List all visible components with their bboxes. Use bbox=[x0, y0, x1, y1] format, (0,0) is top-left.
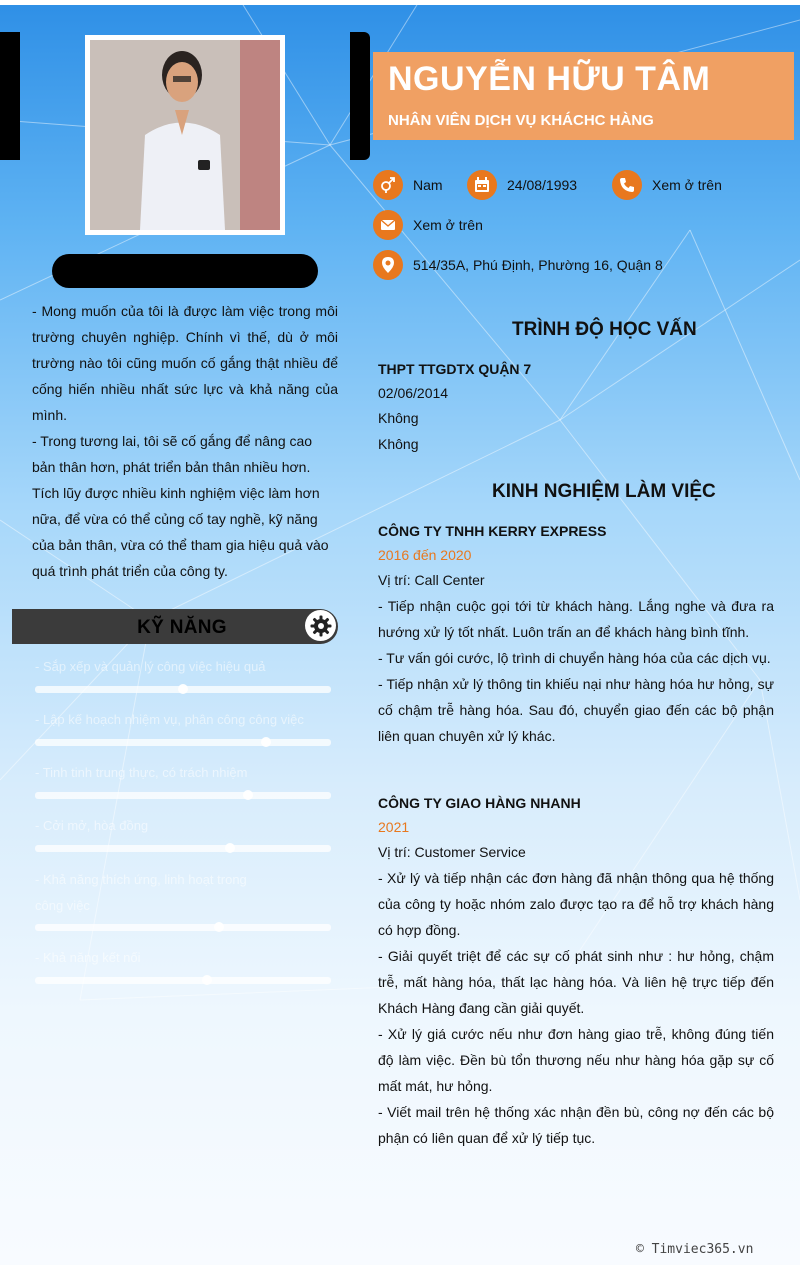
calendar-icon bbox=[467, 170, 497, 200]
job-period: 2016 đến 2020 bbox=[378, 547, 472, 563]
skill-label: - Khả năng kết nối bbox=[35, 950, 141, 965]
job-detail-item: - Xử lý giá cước nếu như đơn hàng giao trễ, không đúng tiến độ làm việc. Đền bù tổn thương nếu như hàng hóa gặp sự cố mất mát, hư hỏng. bbox=[378, 1026, 774, 1094]
job-details bbox=[378, 593, 774, 749]
education-school: THPT TTGDTX QUẬN 7 bbox=[378, 361, 532, 377]
education-title: TRÌNH ĐỘ HỌC VẤN bbox=[512, 319, 697, 340]
avatar-frame bbox=[85, 35, 285, 235]
skill-label: - Sắp xếp và quản lý công việc hiệu quả bbox=[35, 659, 266, 674]
skill-level-marker bbox=[214, 922, 224, 932]
job-detail-item: - Xử lý và tiếp nhận các đơn hàng đã nhận thông qua hệ thống của công ty hoặc nhóm zalo được tạo ra để hỗ trợ khách hàng có hợp đồng. bbox=[378, 870, 774, 938]
objective-paragraph: - Trong tương lai, tôi sẽ cố gắng để nâng cao bản thân hơn, phát triển bản thân nhiều hơn. Tích lũy được nhiều kinh nghiệm việc làm hơn nữa, để vừa có thể củng cố tay nghề, kỹ năng của bản thân, vừa có thể tham gia hiệu quả vào quá trình phát triển của công ty. bbox=[32, 433, 329, 579]
skill-label-continued: công việc bbox=[35, 898, 90, 913]
skill-bar bbox=[35, 739, 331, 746]
career-objective bbox=[32, 298, 338, 584]
phone-value: Xem ở trên bbox=[652, 177, 722, 193]
skill-label: - Lập kế hoạch nhiệm vụ, phân công công việc bbox=[35, 712, 304, 727]
job-detail-item: - Tiếp nhận xử lý thông tin khiếu nại như hàng hóa hư hỏng, sự cố chậm trễ hàng hóa. Sau đó, chuyển giao đến các bộ phận liên quan chuyên xử lý khác. bbox=[378, 676, 774, 744]
skill-level-marker bbox=[178, 684, 188, 694]
decor-tab-right bbox=[350, 32, 370, 160]
top-band bbox=[0, 0, 800, 5]
job-detail-item: - Giải quyết triệt để các sự cố phát sinh như : hư hỏng, chậm trễ, mất hàng hóa, thất lạc hàng hóa. Và liên hệ trực tiếp đến Khách Hàng đang cần giải quyết. bbox=[378, 948, 774, 1016]
name-header bbox=[373, 52, 794, 140]
gender-icon bbox=[373, 170, 403, 200]
candidate-name: NGUYỄN HỮU TÂM bbox=[388, 60, 711, 98]
skill-bar bbox=[35, 686, 331, 693]
objective-paragraph: - Mong muốn của tôi là được làm việc trong môi trường chuyên nghiệp. Chính vì thế, dù ở môi trường nào tôi cũng muốn cố gắng thật nhiều để cống hiến nhiều nhất sức lực và khả năng của mình. bbox=[32, 303, 338, 423]
job-details bbox=[378, 865, 774, 1151]
education-date: 02/06/2014 bbox=[378, 385, 449, 401]
skills-header bbox=[12, 609, 338, 644]
job-detail-item: - Tư vấn gói cước, lộ trình di chuyển hàng hóa của các dịch vụ. bbox=[378, 650, 771, 666]
job-position: Vị trí: Call Center bbox=[378, 572, 485, 588]
experience-title: KINH NGHIỆM LÀM VIỆC bbox=[492, 481, 716, 502]
skill-label: - Khả năng thích ứng, linh hoạt trong bbox=[35, 872, 247, 887]
candidate-job-title: NHÂN VIÊN DỊCH VỤ KHÁCHC HÀNG bbox=[388, 112, 654, 129]
gear-icon bbox=[305, 610, 336, 641]
footer-copyright: © Timviec365.vn bbox=[636, 1242, 754, 1257]
skill-label: - Tinh tinh trung thực, có trách nhiệm bbox=[35, 765, 248, 780]
skill-level-marker bbox=[261, 737, 271, 747]
skill-label: - Cởi mở, hòa đồng bbox=[35, 818, 149, 833]
email-value: Xem ở trên bbox=[413, 217, 483, 233]
gender-value: Nam bbox=[413, 177, 443, 193]
birthdate-value: 24/08/1993 bbox=[507, 177, 578, 193]
address-value: 514/35A, Phú Định, Phường 16, Quận 8 bbox=[413, 257, 663, 273]
job-detail-item: - Tiếp nhận cuộc gọi tới từ khách hàng. Lắng nghe và đưa ra hướng xử lý tốt nhất. Luôn trấn an để khách hàng bình tĩnh. bbox=[378, 598, 774, 640]
email-icon bbox=[373, 210, 403, 240]
job-company: CÔNG TY TNHH KERRY EXPRESS bbox=[378, 523, 607, 539]
job-position: Vị trí: Customer Service bbox=[378, 844, 526, 860]
decor-pill bbox=[52, 254, 318, 288]
job-period: 2021 bbox=[378, 819, 410, 835]
location-icon bbox=[373, 250, 403, 280]
skill-level-marker bbox=[243, 790, 253, 800]
phone-icon bbox=[612, 170, 642, 200]
skill-level-marker bbox=[225, 843, 235, 853]
avatar bbox=[90, 40, 280, 230]
decor-tab-left bbox=[0, 32, 20, 160]
skill-bar bbox=[35, 924, 331, 931]
education-major: Không bbox=[378, 410, 419, 426]
skill-bar bbox=[35, 845, 331, 852]
education-note: Không bbox=[378, 436, 419, 452]
skills-title: KỸ NĂNG bbox=[137, 617, 227, 638]
skill-bar bbox=[35, 977, 331, 984]
skill-level-marker bbox=[202, 975, 212, 985]
job-detail-item: - Viết mail trên hệ thống xác nhận đền bù, công nợ đến các bộ phận có liên quan để xử lý tiếp tục. bbox=[378, 1104, 774, 1146]
job-company: CÔNG TY GIAO HÀNG NHANH bbox=[378, 795, 581, 811]
skill-bar bbox=[35, 792, 331, 799]
